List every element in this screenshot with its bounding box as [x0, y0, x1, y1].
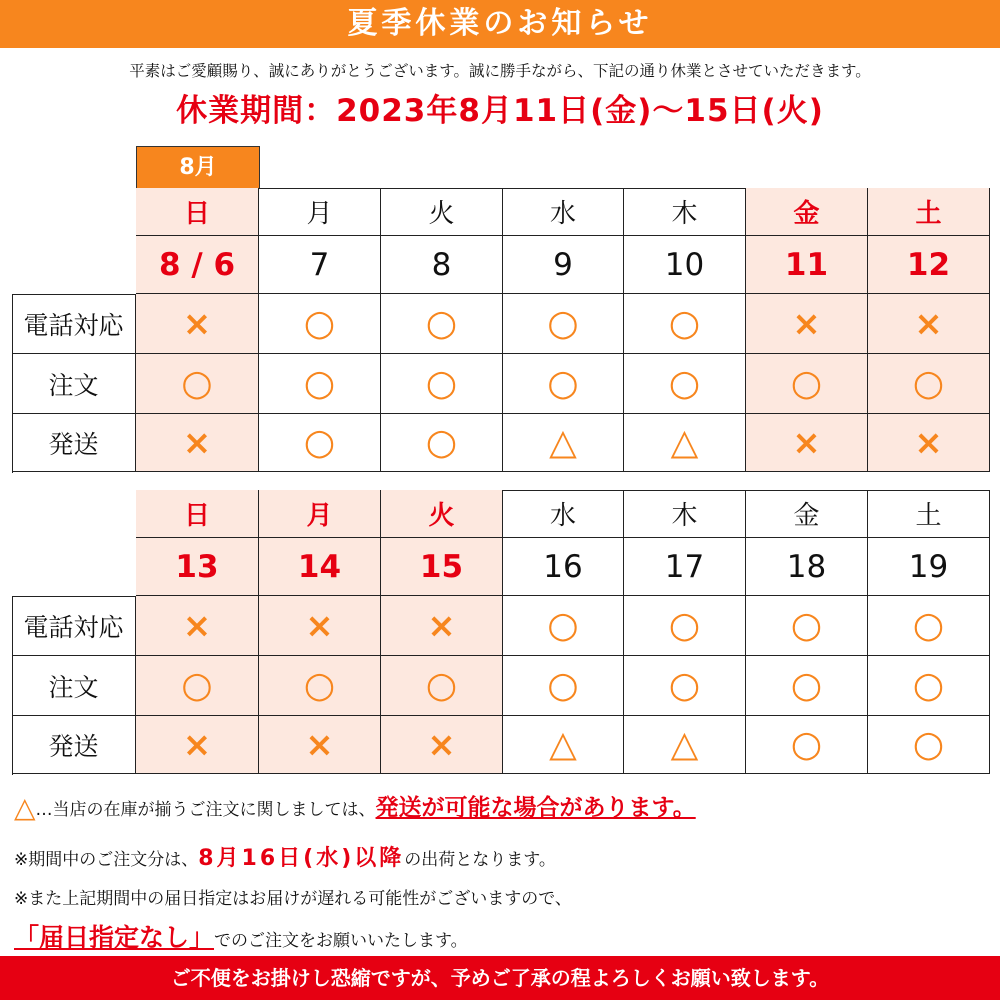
circle-mark: ○ [790, 664, 823, 706]
row-label-cell [12, 354, 136, 414]
day-of-week: 土 [915, 199, 942, 229]
circle-mark: ○ [425, 421, 458, 463]
circle-mark: ○ [668, 604, 701, 646]
triangle-icon: △ [14, 791, 36, 824]
date-cell [868, 538, 990, 596]
status-cell [503, 294, 624, 354]
date-number: 9 [553, 246, 573, 283]
note-partial-shipping-text: …当店の在庫が揃うご注文に関しましては、 [35, 800, 376, 820]
circle-mark: ○ [790, 604, 823, 646]
status-cell [624, 596, 746, 656]
day-of-week: 月 [306, 199, 333, 229]
circle-mark: ○ [181, 362, 213, 404]
status-cell [868, 294, 990, 354]
status-cell [503, 354, 624, 414]
day-of-week-cell [381, 490, 503, 538]
status-cell [136, 414, 259, 472]
row-label-cell [12, 716, 136, 774]
cross-mark: × [182, 605, 212, 646]
note-shipping-date-pre: ※期間中のご注文分は、 [14, 850, 199, 870]
date-number: 14 [297, 548, 342, 585]
day-of-week-cell [624, 490, 746, 538]
row-label-cell [12, 294, 136, 354]
day-of-week-cell [868, 490, 990, 538]
status-cell [259, 656, 381, 716]
status-cell [746, 414, 868, 472]
date-number: 16 [543, 548, 583, 585]
day-of-week-cell [746, 188, 868, 236]
status-cell [381, 354, 503, 414]
date-cell [381, 236, 503, 294]
status-cell [381, 716, 503, 774]
day-of-week: 火 [428, 501, 455, 531]
circle-mark: ○ [547, 604, 579, 646]
status-cell [503, 716, 624, 774]
day-of-week: 水 [549, 501, 576, 531]
day-of-week: 金 [793, 501, 820, 531]
cross-mark: × [182, 422, 212, 463]
date-cell [503, 236, 624, 294]
row-label: 注文 [48, 370, 99, 400]
circle-mark: ○ [547, 302, 579, 344]
date-cell [624, 236, 746, 294]
date-cell [259, 236, 381, 294]
circle-mark: ○ [425, 302, 458, 344]
row-label: 電話対応 [23, 311, 124, 340]
day-of-week: 金 [793, 199, 820, 229]
status-cell [381, 596, 503, 656]
day-of-week-cell [259, 188, 381, 236]
date-number: 10 [664, 246, 705, 283]
footer-banner: ご不便をお掛けし恐縮ですが、予めご了承の程よろしくお願い致します。 [0, 956, 1000, 1000]
row-label: 注文 [48, 672, 99, 702]
day-of-week: 木 [671, 501, 698, 531]
day-of-week-cell [136, 188, 259, 236]
date-cell [503, 538, 624, 596]
circle-mark: ○ [303, 664, 336, 706]
triangle-mark: △ [670, 421, 699, 463]
status-cell [746, 656, 868, 716]
intro-text: 平素はご愛顧賜り、誠にありがとうございます。誠に勝手ながら、下記の通り休業とさせていただきます。 [129, 62, 871, 80]
status-cell [746, 596, 868, 656]
status-cell [503, 414, 624, 472]
cross-mark: × [305, 605, 334, 646]
cross-mark: × [182, 724, 212, 765]
cross-mark: × [792, 422, 821, 463]
status-cell [503, 596, 624, 656]
circle-mark: ○ [668, 302, 701, 344]
status-cell [381, 294, 503, 354]
row-label: 電話対応 [23, 613, 124, 642]
status-cell [259, 354, 381, 414]
date-number: 13 [175, 548, 219, 585]
row-label: 発送 [48, 429, 99, 459]
date-cell [746, 538, 868, 596]
cross-mark: × [792, 303, 821, 344]
row-label-cell [12, 596, 136, 656]
status-cell [746, 716, 868, 774]
status-cell [259, 294, 381, 354]
circle-mark: ○ [303, 421, 336, 463]
date-cell [624, 538, 746, 596]
circle-mark: ○ [425, 362, 458, 404]
day-of-week: 火 [428, 199, 455, 229]
date-number: 11 [784, 246, 829, 283]
circle-mark: ○ [790, 362, 823, 404]
note-partial-shipping-emphasis: 発送が可能な場合があります。 [375, 795, 696, 821]
note-partial-shipping [14, 790, 696, 828]
circle-mark: ○ [912, 604, 945, 646]
cross-mark: × [182, 303, 212, 344]
date-number: 7 [309, 246, 330, 283]
cross-mark: × [914, 303, 943, 344]
date-number: 17 [664, 548, 705, 585]
circle-mark: ○ [790, 723, 823, 765]
note-no-delivery-date-post: でのご注文をお願いいたします。 [214, 931, 468, 951]
date-cell [259, 538, 381, 596]
cross-mark: × [427, 724, 456, 765]
day-of-week-cell [624, 188, 746, 236]
status-cell [868, 354, 990, 414]
circle-mark: ○ [547, 664, 579, 706]
circle-mark: ○ [912, 664, 945, 706]
circle-mark: ○ [303, 302, 336, 344]
circle-mark: ○ [668, 664, 701, 706]
date-cell [136, 538, 259, 596]
status-cell [868, 716, 990, 774]
triangle-mark: △ [670, 723, 699, 765]
note-shipping-date [14, 842, 556, 877]
day-of-week-cell [746, 490, 868, 538]
status-cell [624, 354, 746, 414]
date-number: 18 [786, 548, 827, 585]
note-shipping-date-post: の出荷となります。 [404, 850, 556, 870]
status-cell [259, 716, 381, 774]
day-of-week-cell [868, 188, 990, 236]
day-of-week-cell [381, 188, 503, 236]
circle-mark: ○ [181, 664, 213, 706]
note-shipping-date-emphasis: 8月16日(水)以降 [198, 846, 405, 871]
circle-mark: ○ [547, 362, 579, 404]
circle-mark: ○ [912, 723, 945, 765]
status-cell [381, 656, 503, 716]
note-delivery-delay: ※また上記期間中の届日指定はお届けが遅れる可能性がございますので、 [14, 889, 572, 909]
cross-mark: × [305, 724, 334, 765]
row-label-cell [12, 414, 136, 472]
day-of-week: 日 [183, 199, 210, 229]
triangle-mark: △ [549, 421, 577, 463]
status-cell [868, 596, 990, 656]
status-cell [624, 414, 746, 472]
status-cell [868, 656, 990, 716]
day-of-week: 水 [549, 199, 576, 229]
month-tab: 8月 [136, 146, 260, 188]
status-cell [624, 716, 746, 774]
row-label: 発送 [48, 731, 99, 761]
triangle-mark: △ [549, 723, 577, 765]
date-number: 8 / 6 [158, 246, 236, 283]
date-number: 19 [908, 548, 949, 585]
status-cell [136, 354, 259, 414]
date-number: 12 [906, 246, 951, 283]
day-of-week: 木 [671, 199, 698, 229]
day-of-week-cell [503, 490, 624, 538]
status-cell [624, 656, 746, 716]
status-cell [503, 656, 624, 716]
status-cell [136, 656, 259, 716]
day-of-week: 土 [915, 501, 942, 531]
day-of-week: 月 [306, 501, 333, 531]
date-cell [136, 236, 259, 294]
date-number: 15 [419, 548, 464, 585]
closure-period: 休業期間：2023年8月11日(金)〜15日(火) [176, 93, 824, 129]
date-cell [868, 236, 990, 294]
day-of-week-cell [136, 490, 259, 538]
date-number: 8 [431, 246, 452, 283]
status-cell [136, 596, 259, 656]
date-cell [746, 236, 868, 294]
day-of-week-cell [259, 490, 381, 538]
circle-mark: ○ [425, 664, 458, 706]
day-of-week-cell [503, 188, 624, 236]
day-of-week: 日 [183, 501, 210, 531]
status-cell [868, 414, 990, 472]
status-cell [746, 294, 868, 354]
note-no-delivery-date [14, 918, 468, 961]
cross-mark: × [427, 605, 456, 646]
circle-mark: ○ [303, 362, 336, 404]
status-cell [381, 414, 503, 472]
cross-mark: × [914, 422, 943, 463]
note-no-delivery-date-emphasis: 「届日指定なし」 [14, 923, 215, 952]
title-banner: 夏季休業のお知らせ [0, 0, 1000, 48]
status-cell [136, 716, 259, 774]
status-cell [136, 294, 259, 354]
circle-mark: ○ [912, 362, 945, 404]
status-cell [624, 294, 746, 354]
row-label-cell [12, 656, 136, 716]
status-cell [259, 414, 381, 472]
circle-mark: ○ [668, 362, 701, 404]
date-cell [381, 538, 503, 596]
status-cell [746, 354, 868, 414]
status-cell [259, 596, 381, 656]
